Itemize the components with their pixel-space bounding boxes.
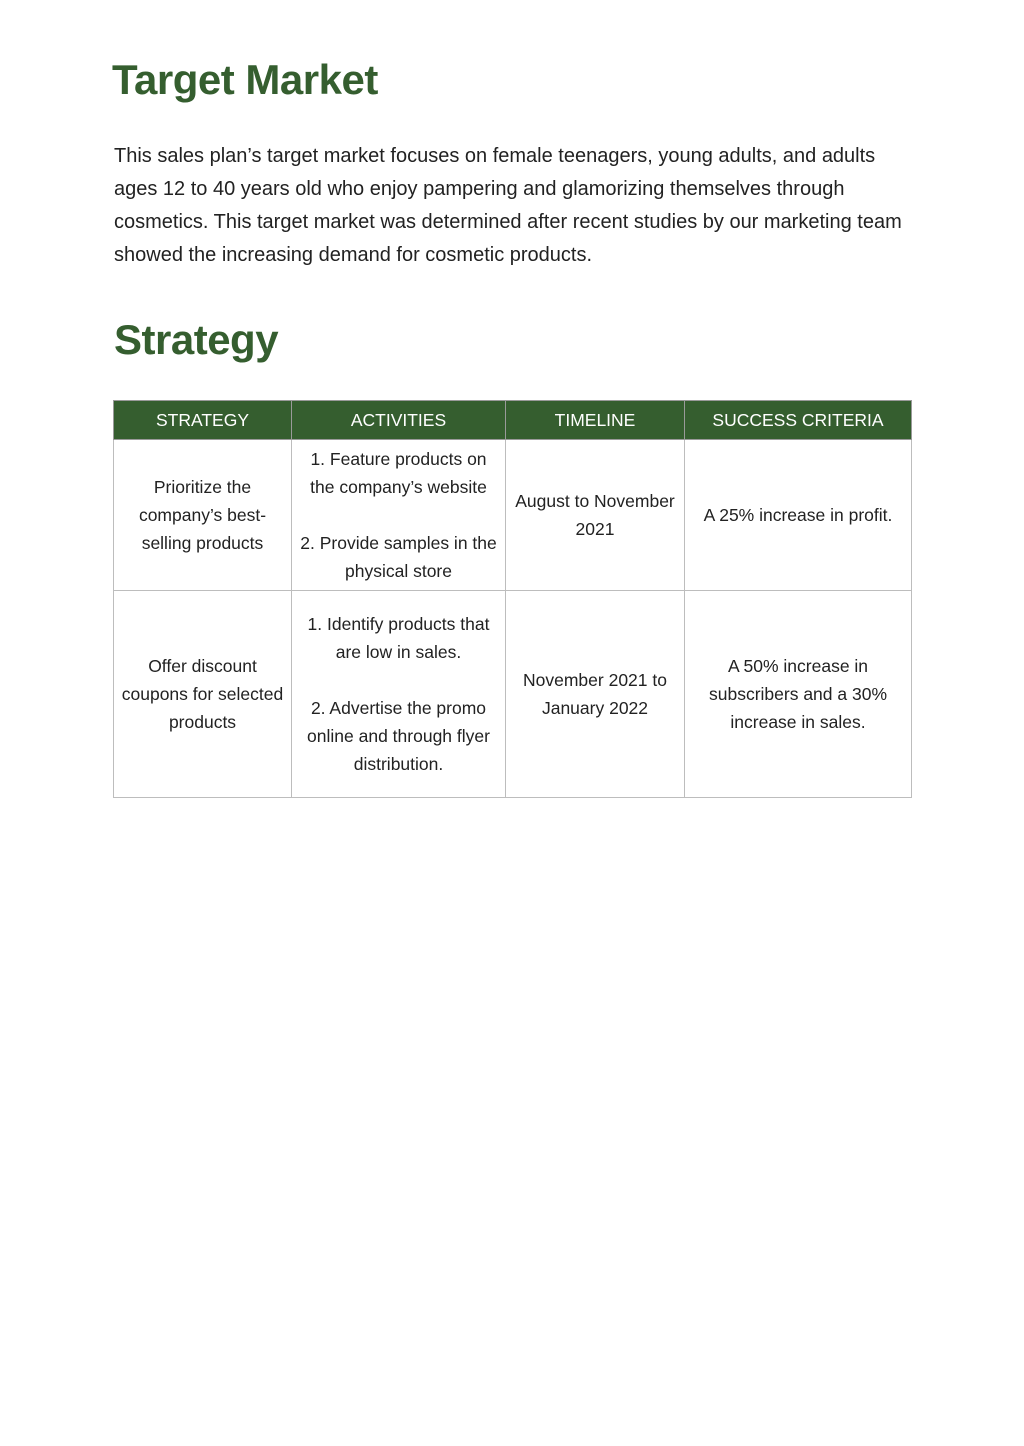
header-activities: ACTIVITIES [292, 401, 506, 440]
cell-timeline: August to November 2021 [506, 440, 685, 591]
strategy-heading: Strategy [114, 316, 279, 363]
activity-item: 1. Feature products on the company’s website [310, 449, 487, 497]
strategy-table [113, 400, 912, 798]
activity-item: 2. Provide samples in the physical store [300, 533, 497, 581]
table-row [114, 440, 912, 591]
cell-activities [292, 591, 506, 798]
cell-success-criteria: A 25% increase in profit. [685, 440, 912, 591]
activity-item: 1. Identify products that are low in sales. [307, 614, 490, 662]
header-success-criteria: SUCCESS CRITERIA [685, 401, 912, 440]
header-strategy: STRATEGY [114, 401, 292, 440]
cell-strategy: Offer discount coupons for selected products [114, 591, 292, 798]
header-timeline: TIMELINE [506, 401, 685, 440]
table-row [114, 591, 912, 798]
table-header-row [114, 401, 912, 440]
cell-timeline: November 2021 to January 2022 [506, 591, 685, 798]
cell-activities [292, 440, 506, 591]
page-content [113, 52, 910, 798]
target-market-heading: Target Market [112, 56, 378, 103]
cell-strategy: Prioritize the company’s best-selling products [114, 440, 292, 591]
activity-item: 2. Advertise the promo online and through flyer distribution. [307, 698, 490, 774]
cell-success-criteria: A 50% increase in subscribers and a 30% increase in sales. [685, 591, 912, 798]
target-market-paragraph: This sales plan’s target market focuses on female teenagers, young adults, and adults ages 12 to 40 years old who enjoy pampering and glamorizing themselves through cosmetics. This target market was determined after recent studies by our marketing team showed the increasing demand for cosmetic products. [114, 145, 902, 266]
